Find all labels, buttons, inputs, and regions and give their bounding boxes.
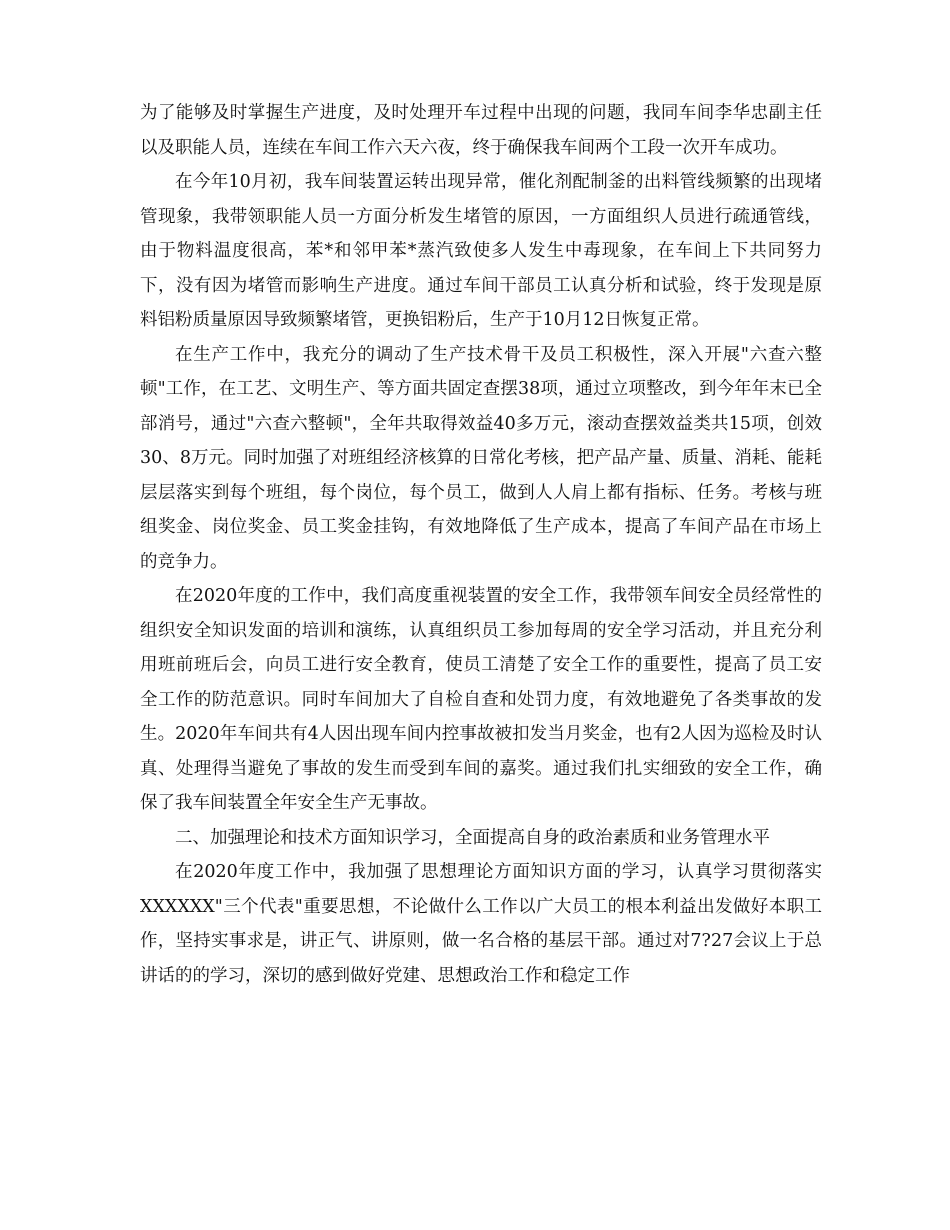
paragraph-commissioning: 为了能够及时掌握生产进度，及时处理开车过程中出现的问题，我同车间李华忠副主任以及职能人员，连续在车间工作六天六夜，终于确保我车间两个工段一次开车成功。 bbox=[140, 103, 822, 158]
paragraph-theory-study: 在2020年度工作中，我加强了思想理论方面知识方面的学习，认真学习贯彻落实XXXXXX"三个代表"重要思想，不论做什么工作以广大员工的根本利益出发做好本职工作，坚持实事求是，讲正气、讲原则，做一名合格的基层干部。通过对7?27会议上于总讲话的的学习，深切的感到做好党建、思想政治工作和稳定工作 bbox=[140, 862, 822, 986]
paragraph-pipe-blockage: 在今年10月初，我车间装置运转出现异常，催化剂配制釜的出料管线频繁的出现堵管现象，我带领职能人员一方面分析发生堵管的原因，一方面组织人员进行疏通管线，由于物料温度很高，苯*和邻甲苯*蒸汽致使多人发生中毒现象，在车间上下共同努力下，没有因为堵管而影响生产进度。通过车间干部员工认真分析和试验，终于发现是原料铝粉质量原因导致频繁堵管，更换铝粉后，生产于10月12日恢复正常。 bbox=[140, 172, 822, 330]
document-body bbox=[140, 96, 822, 993]
paragraph-production-work: 在生产工作中，我充分的调动了生产技术骨干及员工积极性，深入开展"六查六整顿"工作，在工艺、文明生产、等方面共固定查摆38项，通过立项整改，到今年年末已全部消号，通过"六查六整顿"，全年共取得效益40多万元，滚动查摆效益类共15项，创效30、8万元。同时加强了对班组经济核算的日常化考核，把产品产量、质量、消耗、能耗层层落实到每个班组，每个岗位，每个员工，做到人人肩上都有指标、任务。考核与班组奖金、岗位奖金、员工奖金挂钩，有效地降低了生产成本，提高了车间产品在市场上的竞争力。 bbox=[140, 344, 822, 572]
paragraph-safety-work: 在2020年度的工作中，我们高度重视装置的安全工作，我带领车间安全员经常性的组织安全知识发面的培训和演练，认真组织员工参加每周的安全学习活动，并且充分利用班前班后会，向员工进行安全教育，使员工清楚了安全工作的重要性，提高了员工安全工作的防范意识。同时车间加大了自检自查和处罚力度，有效地避免了各类事故的发生。2020年车间共有4人因出现车间内控事故被扣发当月奖金，也有2人因为巡检及时认真、处理得当避免了事故的发生而受到车间的嘉奖。通过我们扎实细致的安全工作，确保了我车间装置全年安全生产无事故。 bbox=[140, 586, 822, 813]
section-heading-study: 二、加强理论和技术方面知识学习，全面提高自身的政治素质和业务管理水平 bbox=[175, 827, 770, 848]
